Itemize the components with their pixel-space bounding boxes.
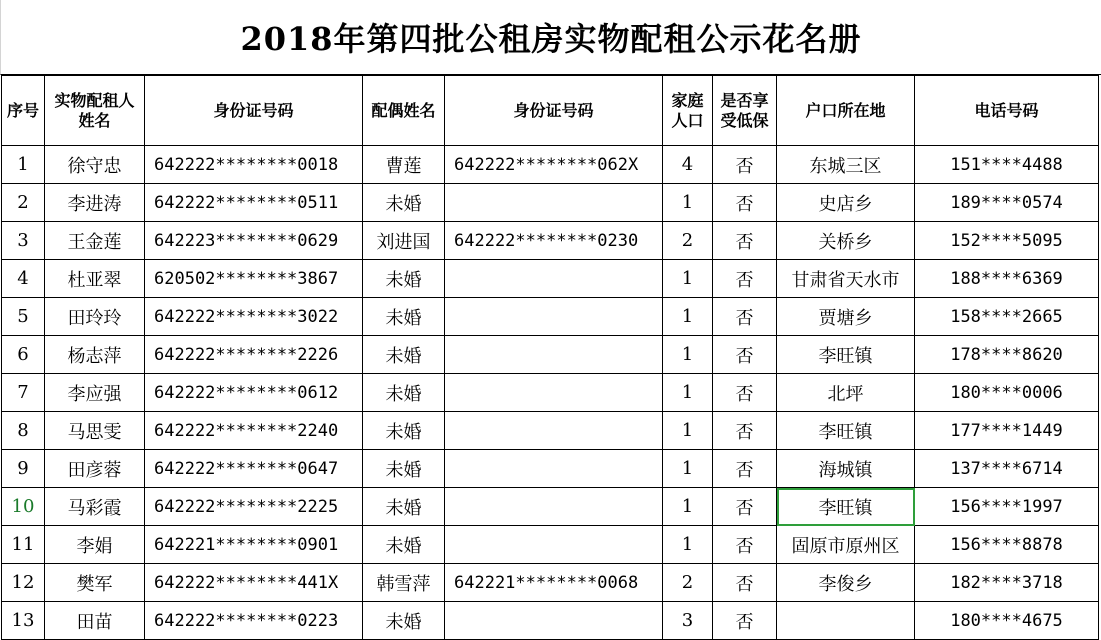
table-row [2,526,1099,564]
cell-spouse-id-number[interactable]: 642221********0068 [445,564,663,602]
cell-id-number[interactable]: 642223********0629 [145,222,363,260]
cell-seq[interactable]: 5 [2,298,45,336]
table-row [2,412,1099,450]
cell-spouse-name[interactable]: 未婚 [363,184,445,222]
table-row [2,298,1099,336]
cell-low-income[interactable]: 否 [713,450,777,488]
cell-seq[interactable]: 12 [2,564,45,602]
cell-family-size[interactable]: 1 [663,488,713,526]
cell-spouse-name[interactable]: 韩雪萍 [363,564,445,602]
cell-phone[interactable]: 158****2665 [915,298,1099,336]
cell-spouse-id-number[interactable] [445,450,663,488]
cell-low-income[interactable]: 否 [713,412,777,450]
cell-spouse-id-number[interactable] [445,184,663,222]
cell-spouse-id-number[interactable] [445,336,663,374]
cell-phone[interactable]: 182****3718 [915,564,1099,602]
cell-seq[interactable]: 13 [2,602,45,640]
header-phone[interactable]: 电话号码 [915,76,1099,146]
cell-name[interactable]: 田苗 [45,602,145,640]
roster-table [1,75,1099,640]
cell-phone[interactable]: 137****6714 [915,450,1099,488]
cell-spouse-id-number[interactable] [445,526,663,564]
header-lowinc[interactable] [713,76,777,146]
cell-spouse-name[interactable]: 未婚 [363,526,445,564]
cell-phone[interactable]: 156****8878 [915,526,1099,564]
cell-spouse-name[interactable]: 未婚 [363,374,445,412]
cell-family-size[interactable]: 1 [663,336,713,374]
cell-id-number[interactable]: 642222********2225 [145,488,363,526]
header-spouse-id[interactable]: 身份证号码 [445,76,663,146]
title-cell[interactable] [0,0,1101,75]
cell-name[interactable]: 田玲玲 [45,298,145,336]
cell-id-number[interactable]: 642222********2226 [145,336,363,374]
cell-hukou[interactable]: 李旺镇 [777,412,915,450]
cell-family-size[interactable]: 1 [663,412,713,450]
table-row [2,184,1099,222]
cell-spouse-name[interactable]: 未婚 [363,298,445,336]
table-row [2,450,1099,488]
cell-family-size[interactable]: 1 [663,260,713,298]
cell-name[interactable]: 杨志萍 [45,336,145,374]
cell-id-number[interactable]: 642221********0901 [145,526,363,564]
table-row [2,146,1099,184]
cell-family-size[interactable]: 1 [663,450,713,488]
cell-family-size[interactable]: 3 [663,602,713,640]
cell-low-income[interactable]: 否 [713,336,777,374]
cell-phone[interactable]: 177****1449 [915,412,1099,450]
cell-id-number[interactable]: 642222********0223 [145,602,363,640]
cell-spouse-id-number[interactable] [445,260,663,298]
header-id[interactable]: 身份证号码 [145,76,363,146]
cell-spouse-name[interactable]: 未婚 [363,336,445,374]
table-row [2,336,1099,374]
cell-spouse-id-number[interactable] [445,602,663,640]
table-row [2,374,1099,412]
table-row [2,222,1099,260]
cell-phone[interactable]: 151****4488 [915,146,1099,184]
cell-id-number[interactable]: 642222********0612 [145,374,363,412]
cell-family-size[interactable]: 4 [663,146,713,184]
header-seq[interactable]: 序号 [2,76,45,146]
cell-seq[interactable]: 8 [2,412,45,450]
cell-family-size[interactable]: 1 [663,526,713,564]
cell-name[interactable]: 杜亚翠 [45,260,145,298]
cell-name[interactable]: 李应强 [45,374,145,412]
cell-hukou[interactable]: 关桥乡 [777,222,915,260]
header-lowinc-label: 是否享受低保 [720,90,769,130]
cell-hukou[interactable]: 海城镇 [777,450,915,488]
cell-family-size[interactable]: 2 [663,222,713,260]
cell-low-income[interactable]: 否 [713,184,777,222]
cell-spouse-name[interactable]: 未婚 [363,602,445,640]
cell-id-number[interactable]: 642222********2240 [145,412,363,450]
cell-id-number[interactable]: 642222********3022 [145,298,363,336]
header-row [2,76,1099,146]
cell-spouse-id-number[interactable]: 642222********062X [445,146,663,184]
cell-family-size[interactable]: 1 [663,184,713,222]
cell-low-income[interactable]: 否 [713,602,777,640]
cell-phone[interactable]: 180****0006 [915,374,1099,412]
cell-spouse-name[interactable]: 曹莲 [363,146,445,184]
cell-seq[interactable]: 1 [2,146,45,184]
cell-family-size[interactable]: 1 [663,298,713,336]
cell-low-income[interactable]: 否 [713,298,777,336]
cell-name[interactable]: 王金莲 [45,222,145,260]
cell-low-income[interactable]: 否 [713,526,777,564]
page-title: 2018年第四批公租房实物配租公示花名册 [240,20,862,58]
cell-spouse-id-number[interactable] [445,298,663,336]
cell-name[interactable]: 李进涛 [45,184,145,222]
cell-spouse-id-number[interactable] [445,488,663,526]
cell-name[interactable]: 马彩霞 [45,488,145,526]
cell-spouse-id-number[interactable]: 642222********0230 [445,222,663,260]
cell-name[interactable]: 田彦蓉 [45,450,145,488]
cell-seq[interactable]: 7 [2,374,45,412]
cell-seq[interactable]: 3 [2,222,45,260]
cell-low-income[interactable]: 否 [713,222,777,260]
cell-low-income[interactable]: 否 [713,146,777,184]
cell-hukou[interactable]: 北坪 [777,374,915,412]
cell-hukou[interactable]: 李俊乡 [777,564,915,602]
cell-seq[interactable]: 9 [2,450,45,488]
cell-hukou[interactable]: 固原市原州区 [777,526,915,564]
cell-name[interactable]: 李娟 [45,526,145,564]
cell-spouse-name[interactable]: 未婚 [363,412,445,450]
cell-seq[interactable]: 11 [2,526,45,564]
header-name-label: 实物配租人姓名 [54,90,135,130]
cell-phone[interactable]: 180****4675 [915,602,1099,640]
cell-family-size[interactable]: 2 [663,564,713,602]
cell-id-number[interactable]: 642222********441X [145,564,363,602]
cell-phone[interactable]: 189****0574 [915,184,1099,222]
cell-spouse-id-number[interactable] [445,374,663,412]
header-spouse[interactable]: 配偶姓名 [363,76,445,146]
table-row [2,260,1099,298]
cell-seq[interactable]: 4 [2,260,45,298]
cell-seq[interactable]: 6 [2,336,45,374]
header-family[interactable] [663,76,713,146]
cell-hukou[interactable] [777,602,915,640]
cell-seq[interactable]: 10 [2,488,45,526]
table-row [2,602,1099,640]
cell-hukou[interactable]: 东城三区 [777,146,915,184]
cell-phone[interactable]: 178****8620 [915,336,1099,374]
cell-hukou[interactable]: 甘肃省天水市 [777,260,915,298]
cell-id-number[interactable]: 642222********0647 [145,450,363,488]
cell-spouse-name[interactable]: 未婚 [363,450,445,488]
cell-id-number[interactable]: 620502********3867 [145,260,363,298]
table-row [2,488,1099,526]
cell-low-income[interactable]: 否 [713,374,777,412]
cell-spouse-id-number[interactable] [445,412,663,450]
cell-name[interactable]: 马思雯 [45,412,145,450]
cell-hukou[interactable]: 李旺镇 [777,336,915,374]
cell-low-income[interactable]: 否 [713,564,777,602]
cell-spouse-name[interactable]: 刘进国 [363,222,445,260]
cell-phone[interactable]: 152****5095 [915,222,1099,260]
cell-name[interactable]: 樊军 [45,564,145,602]
cell-seq[interactable]: 2 [2,184,45,222]
cell-phone[interactable]: 188****6369 [915,260,1099,298]
header-name[interactable] [45,76,145,146]
cell-spouse-name[interactable]: 未婚 [363,488,445,526]
cell-hukou[interactable]: 史店乡 [777,184,915,222]
table-row [2,564,1099,602]
cell-low-income[interactable]: 否 [713,488,777,526]
cell-low-income[interactable]: 否 [713,260,777,298]
cell-id-number[interactable]: 642222********0511 [145,184,363,222]
cell-id-number[interactable]: 642222********0018 [145,146,363,184]
cell-hukou[interactable]: 李旺镇 [777,488,915,526]
cell-name[interactable]: 徐守忠 [45,146,145,184]
cell-spouse-name[interactable]: 未婚 [363,260,445,298]
header-hukou[interactable]: 户口所在地 [777,76,915,146]
header-family-label: 家庭人口 [671,90,704,130]
cell-hukou[interactable]: 贾塘乡 [777,298,915,336]
cell-phone[interactable]: 156****1997 [915,488,1099,526]
cell-family-size[interactable]: 1 [663,374,713,412]
